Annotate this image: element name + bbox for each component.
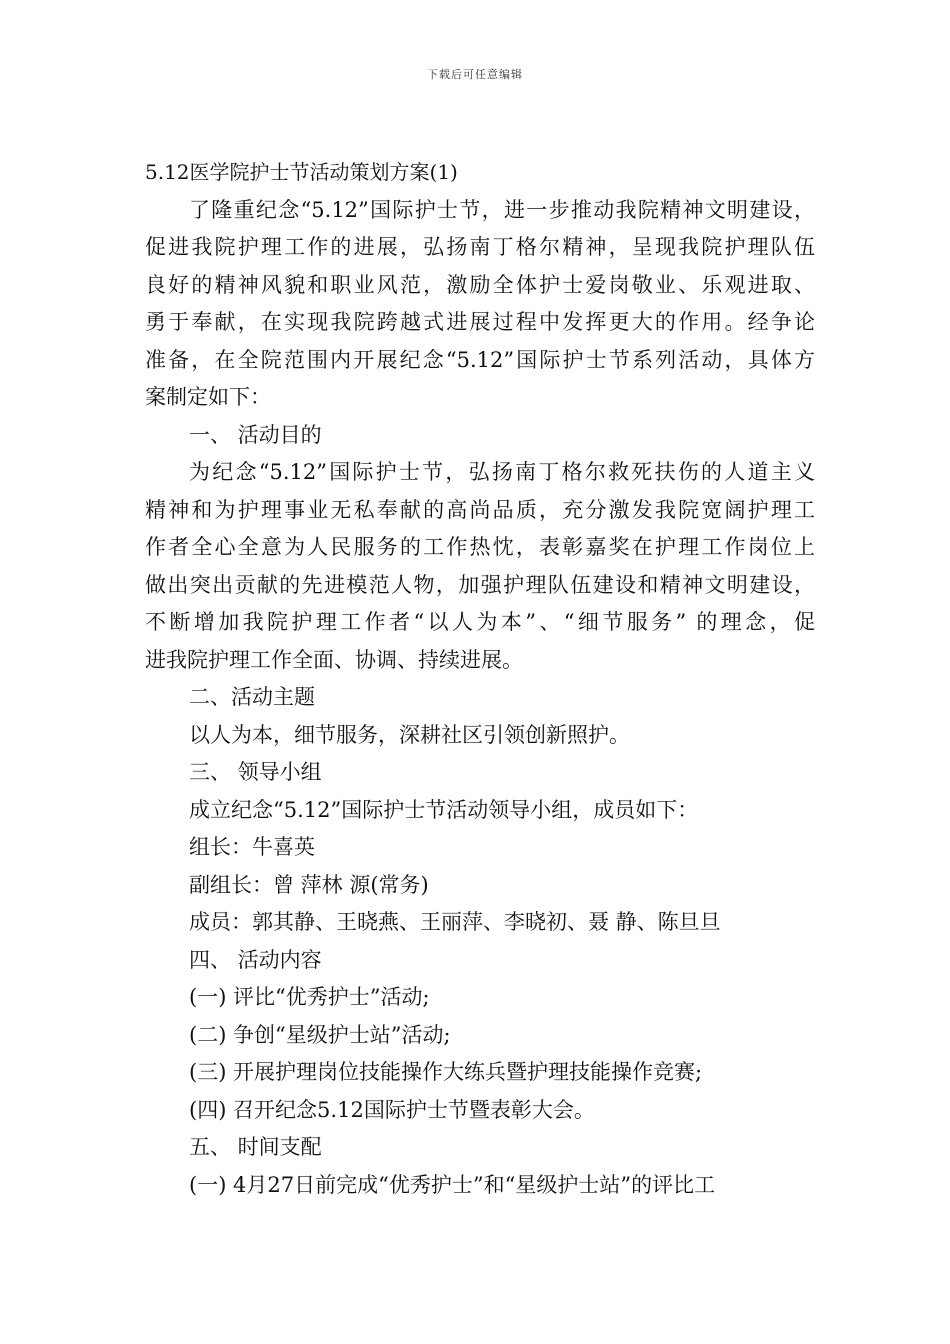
text-line: 勇于奉献，在实现我院跨越式进展过程中发挥更大的作用。经争论 <box>145 310 815 334</box>
document-title: 5.12医学院护士节活动策划方案(1) <box>145 160 458 184</box>
text-line: 副组长：曾 萍林 源(常务) <box>189 872 429 897</box>
text-line: 成员：郭其静、王晓燕、王丽萍、李晓初、聂 静、陈旦旦 <box>189 910 721 934</box>
page-header: 下载后可任意编辑 <box>427 68 523 81</box>
text-line: 案制定如下： <box>145 385 271 409</box>
text-line: 进我院护理工作全面、协调、持续进展。 <box>145 647 523 672</box>
text-line: (二) 争创“星级护士站”活动; <box>189 1022 451 1047</box>
text-line: 五、 时间支配 <box>189 1135 322 1159</box>
paragraph-lines <box>145 192 815 1205</box>
text-line: 不断增加我院护理工作者“以人为本”、“细节服务” 的理念，促 <box>145 610 815 634</box>
text-line: 一、 活动目的 <box>189 422 322 447</box>
text-line: 三、 领导小组 <box>189 760 322 784</box>
text-line: 做出突出贡献的先进模范人物，加强护理队伍建设和精神文明建设， <box>145 572 815 597</box>
text-line: (三) 开展护理岗位技能操作大练兵暨护理技能操作竞赛; <box>189 1060 703 1084</box>
text-line: 良好的精神风貌和职业风范，激励全体护士爱岗敬业、乐观进取、 <box>145 272 815 297</box>
text-line: (四) 召开纪念5.12国际护士节暨表彰大会。 <box>189 1097 595 1122</box>
text-line: (一) 评比“优秀护士”活动; <box>189 985 430 1009</box>
text-line: 成立纪念“5.12”国际护士节活动领导小组，成员如下： <box>189 797 699 822</box>
text-line: 准备，在全院范围内开展纪念“5.12”国际护士节系列活动，具体方 <box>145 347 815 372</box>
text-line: 了隆重纪念“5.12”国际护士节，进一步推动我院精神文明建设， <box>189 197 815 222</box>
text-line: 组长：牛喜英 <box>189 835 315 859</box>
text-line: 以人为本，细节服务，深耕社区引领创新照护。 <box>189 722 630 747</box>
text-line: 促进我院护理工作的进展，弘扬南丁格尔精神，呈现我院护理队伍 <box>145 235 815 259</box>
text-line: 二、活动主题 <box>189 685 315 709</box>
text-line: (一) 4月27日前完成“优秀护士”和“星级护士站”的评比工 <box>189 1172 716 1197</box>
text-line: 为纪念“5.12”国际护士节，弘扬南丁格尔救死扶伤的人道主义 <box>189 460 815 484</box>
text-line: 作者全心全意为人民服务的工作热忱，表彰嘉奖在护理工作岗位上 <box>145 535 815 559</box>
text-line: 精神和为护理事业无私奉献的高尚品质，充分激发我院宽阔护理工 <box>145 497 815 522</box>
document-body <box>145 154 815 1204</box>
text-line: 四、 活动内容 <box>189 947 322 972</box>
